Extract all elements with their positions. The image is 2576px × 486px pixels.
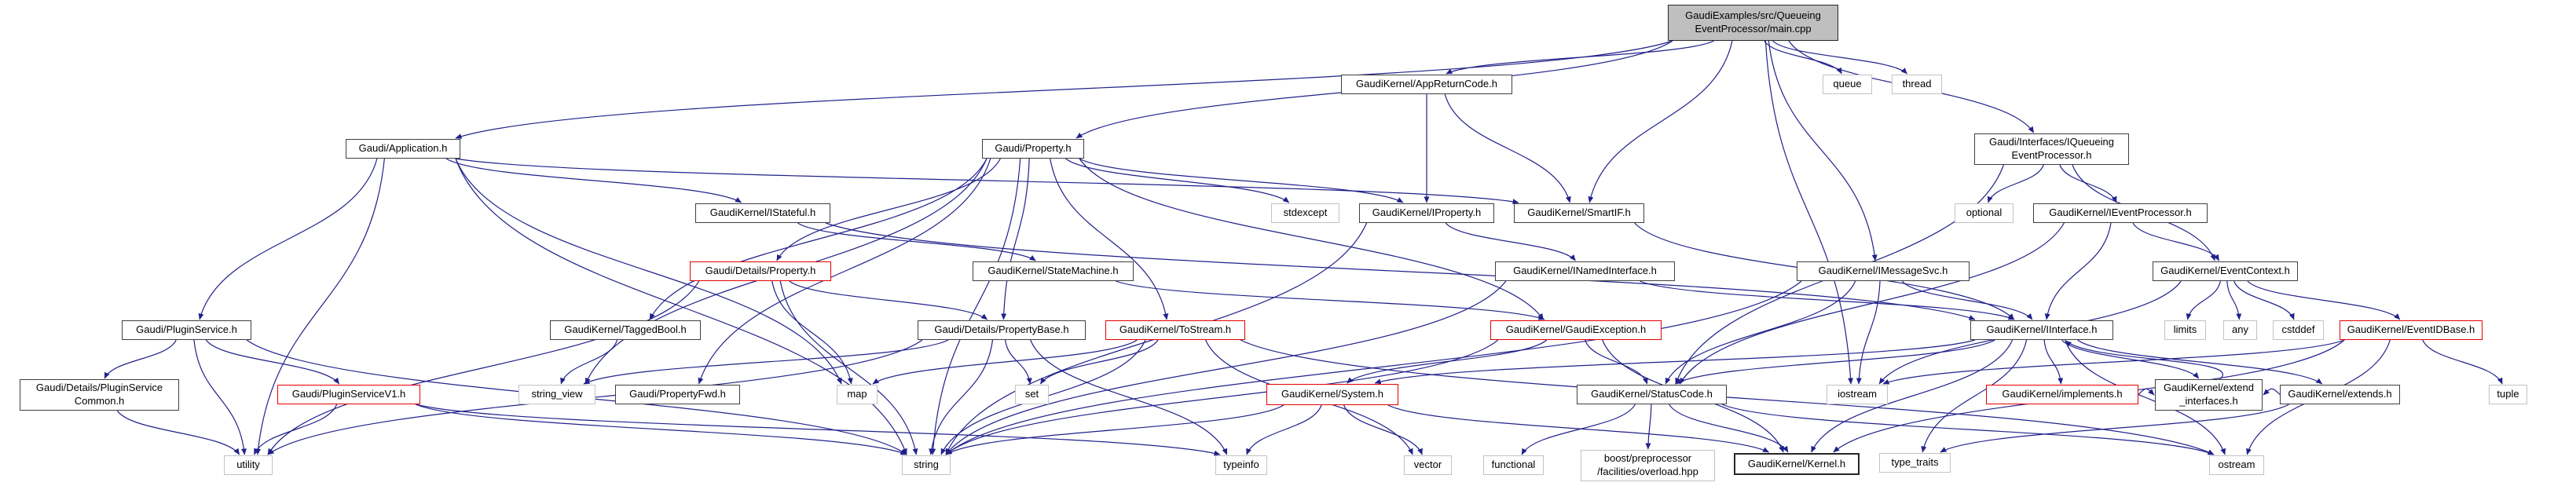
include-edge-eventcontext-to-eventidbase: [2248, 281, 2400, 320]
graph-node-label: string: [914, 459, 939, 471]
graph-node-label: GaudiKernel/Kernel.h: [1747, 457, 1846, 470]
graph-node-inamedinterface[interactable]: [1495, 261, 1675, 281]
graph-node-thread[interactable]: [1892, 75, 1942, 94]
graph-node-cstddef[interactable]: [2273, 320, 2324, 340]
graph-node-propertyfwd[interactable]: [615, 385, 740, 404]
graph-node-label: /facilities/overload.hpp: [1597, 466, 1698, 477]
graph-node-iinterface[interactable]: [1970, 320, 2113, 340]
graph-node-extends[interactable]: [2280, 385, 2400, 404]
graph-node-label: GaudiKernel/SmartIF.h: [1527, 206, 1631, 219]
include-edge-statuscode-to-boost_overload: [1648, 404, 1651, 449]
graph-node-stdexcept[interactable]: [1271, 203, 1339, 223]
graph-node-label: GaudiKernel/extends.h: [2288, 388, 2392, 400]
include-edge-eventidbase-to-iostream: [1883, 340, 2344, 384]
graph-node-functional[interactable]: [1483, 455, 1544, 475]
graph-node-pluginservicev1[interactable]: [277, 385, 420, 404]
graph-node-label: GaudiKernel/EventIDBase.h: [2347, 323, 2475, 336]
graph-node-label: boost/preprocessor: [1603, 452, 1692, 465]
include-edge-extends-to-type_traits: [1940, 404, 2289, 452]
graph-node-label: Gaudi/PluginServiceV1.h: [291, 388, 406, 400]
graph-node-label: GaudiKernel/EventContext.h: [2160, 265, 2290, 277]
graph-node-pluginservicecommon[interactable]: [20, 379, 179, 411]
graph-node-label: GaudiKernel/extend: [2164, 382, 2254, 394]
include-edge-application-to-smartif: [456, 159, 1519, 203]
graph-node-any[interactable]: [2223, 320, 2257, 340]
graph-node-implements[interactable]: [1986, 385, 2138, 404]
graph-node-imessagesvc[interactable]: [1797, 261, 1970, 281]
include-edge-main-to-smartif: [1589, 41, 1732, 203]
graph-node-iqueueing[interactable]: [1974, 133, 2129, 165]
graph-node-limits[interactable]: [2164, 320, 2206, 340]
graph-node-label: GaudiKernel/StatusCode.h: [1591, 388, 1713, 400]
graph-node-taggedbool[interactable]: [550, 320, 701, 340]
graph-node-ostream[interactable]: [2209, 455, 2264, 475]
include-edge-iinterface-to-statuscode: [1675, 340, 1995, 384]
include-edge-pluginservice-to-pluginservicev1: [206, 340, 339, 384]
include-edge-iproperty-to-inamedinterface: [1446, 223, 1575, 261]
graph-node-iproperty[interactable]: [1359, 203, 1494, 223]
graph-node-gaudiexception[interactable]: [1490, 320, 1662, 340]
graph-node-smartif[interactable]: [1514, 203, 1644, 223]
graph-node-boost-overload[interactable]: [1581, 450, 1715, 481]
include-edge-property-to-propertybase: [1003, 159, 1029, 320]
include-edge-statemachine-to-gaudiexception: [1116, 281, 1545, 320]
graph-node-details-property[interactable]: [690, 261, 831, 281]
include-edge-iinterface-to-implements: [2044, 340, 2061, 384]
include-edge-appreturncode-to-smartif: [1445, 94, 1570, 203]
include-edge-propertybase-to-string_view: [584, 340, 948, 384]
include-edge-main-to-appreturncode: [1446, 41, 1714, 74]
graph-node-label: GaudiKernel/StateMachine.h: [988, 265, 1119, 277]
graph-node-statemachine[interactable]: [973, 261, 1134, 281]
graph-node-statuscode[interactable]: [1577, 385, 1727, 404]
graph-node-label: Gaudi/PropertyFwd.h: [629, 388, 726, 400]
graph-node-label: Gaudi/Details/PluginService: [35, 382, 163, 394]
include-edge-application-to-utility: [258, 159, 385, 455]
include-edge-ieventprocessor-to-eventcontext: [2133, 223, 2219, 261]
include-edge-system-to-kernel: [1388, 405, 1769, 452]
graph-node-istateful[interactable]: [695, 203, 830, 223]
graph-node-label: Gaudi/Details/PropertyBase.h: [934, 323, 1069, 336]
graph-node-label: queue: [1833, 78, 1862, 90]
include-edge-imessagesvc-to-iostream: [1859, 281, 1880, 384]
graph-node-iostream[interactable]: [1827, 385, 1888, 404]
include-edge-iinterface-to-extend_interfaces: [2062, 340, 2199, 378]
graph-node-label: Common.h: [74, 395, 125, 407]
graph-node-property[interactable]: [982, 139, 1084, 159]
include-edge-iqueueing-to-optional: [1988, 165, 2044, 203]
graph-node-label: Gaudi/Application.h: [358, 142, 448, 155]
graph-node-tostream[interactable]: [1105, 320, 1245, 340]
include-edge-application-to-istateful: [446, 159, 742, 203]
include-edge-eventcontext-to-cstddef: [2234, 281, 2294, 320]
graph-node-label: GaudiKernel/System.h: [1281, 388, 1384, 400]
graph-node-label: set: [1024, 388, 1039, 400]
include-edge-property-to-taggedbool: [650, 159, 987, 320]
graph-node-label: functional: [1491, 459, 1536, 471]
graph-node-label: vector: [1413, 459, 1442, 471]
graph-node-ieventprocessor[interactable]: [2033, 203, 2208, 223]
graph-node-label: Gaudi/Interfaces/IQueueing: [1989, 136, 2114, 148]
include-edge-propertybase-to-typeinfo: [1031, 340, 1227, 455]
include-edge-eventcontext-to-limits: [2188, 281, 2221, 320]
graph-node-typeinfo[interactable]: [1215, 455, 1267, 475]
graph-node-label: map: [847, 388, 867, 400]
include-edge-statuscode-to-ostream: [1722, 404, 2214, 455]
graph-node-label: cstddef: [2281, 323, 2315, 336]
include-edge-property-to-string: [933, 159, 1021, 455]
graph-node-propertybase[interactable]: [918, 320, 1086, 340]
graph-node-label: Gaudi/Details/Property.h: [705, 265, 816, 277]
graph-node-label: GaudiKernel/TaggedBool.h: [564, 323, 687, 336]
include-edge-details_property-to-map: [772, 281, 852, 384]
graph-node-queue[interactable]: [1823, 75, 1872, 94]
graph-node-label: limits: [2173, 323, 2197, 336]
include-edge-propertybase-to-string: [931, 340, 993, 455]
graph-node-utility[interactable]: [224, 455, 273, 475]
include-edge-iinterface-to-system: [1375, 340, 1975, 383]
include-edge-property-to-iproperty: [1079, 159, 1403, 203]
include-edge-application-to-pluginservice: [200, 159, 377, 320]
graph-node-map[interactable]: [837, 385, 878, 404]
include-edge-application-to-string: [456, 159, 907, 455]
graph-node-label: ostream: [2218, 459, 2255, 471]
graph-node-label: thread: [1902, 78, 1932, 90]
graph-node-type-traits[interactable]: [1879, 453, 1951, 473]
graph-node-label: GaudiKernel/GaudiException.h: [1505, 323, 1647, 336]
graph-node-label: typeinfo: [1223, 459, 1259, 471]
graph-node-label: Gaudi/Property.h: [995, 142, 1072, 155]
graph-node-pluginservice[interactable]: [122, 320, 251, 340]
include-edge-pluginservicev1-to-utility: [255, 404, 337, 455]
graph-node-eventcontext[interactable]: [2153, 261, 2298, 281]
include-edge-pluginservicev1-to-typeinfo: [416, 404, 1220, 455]
graph-node-extend-interfaces[interactable]: [2155, 379, 2263, 411]
graph-node-label: GaudiKernel/AppReturnCode.h: [1356, 78, 1497, 90]
graph-node-label: utility: [236, 459, 260, 471]
graph-node-appreturncode[interactable]: [1341, 75, 1512, 94]
include-edge-system-to-typeinfo: [1247, 405, 1321, 455]
include-edge-pluginservice-to-pluginservicecommon: [104, 340, 176, 378]
graph-node-label: GaudiKernel/ToStream.h: [1119, 323, 1232, 336]
graph-node-label: stdexcept: [1283, 206, 1328, 219]
graph-node-label: GaudiKernel/IEventProcessor.h: [2049, 206, 2192, 219]
graph-node-label: Gaudi/PluginService.h: [136, 323, 237, 336]
include-edge-main-to-queue: [1764, 41, 1841, 74]
graph-node-main[interactable]: [1668, 5, 1838, 41]
include-edge-extends-to-extend_interfaces: [2263, 389, 2280, 395]
include-edge-istateful-to-statemachine: [797, 223, 1035, 261]
graph-node-string[interactable]: [902, 455, 951, 475]
graph-node-optional[interactable]: [1955, 203, 2014, 223]
graph-node-label: GaudiKernel/IMessageSvc.h: [1818, 265, 1948, 277]
graph-node-label: any: [2232, 323, 2248, 336]
graph-node-label: GaudiKernel/INamedInterface.h: [1513, 265, 1657, 277]
graph-node-vector[interactable]: [1404, 455, 1452, 475]
include-edge-details_property-to-utility: [268, 281, 699, 455]
include-edge-pluginservicecommon-to-utility: [117, 411, 239, 455]
include-edge-gaudiexception-to-statuscode: [1585, 340, 1647, 384]
graph-node-label: optional: [1966, 206, 2003, 219]
graph-node-label: type_traits: [1891, 456, 1939, 469]
graph-node-application[interactable]: [346, 139, 460, 159]
include-edge-iqueueing-to-ieventprocessor: [2060, 165, 2116, 203]
graph-node-kernel[interactable]: [1734, 453, 1860, 475]
graph-node-tuple[interactable]: [2489, 385, 2527, 404]
graph-node-label: _interfaces.h: [2179, 395, 2238, 407]
graph-node-system[interactable]: [1266, 384, 1398, 405]
include-edge-statuscode-to-functional: [1522, 404, 1635, 455]
graph-node-label: GaudiExamples/src/Queueing: [1685, 9, 1821, 22]
graph-node-label: GaudiKernel/implements.h: [2002, 388, 2123, 400]
graph-node-label: iostream: [1838, 388, 1877, 400]
include-edge-details_property-to-propertybase: [790, 281, 988, 320]
graph-node-set[interactable]: [1015, 385, 1049, 404]
graph-node-label: GaudiKernel/IProperty.h: [1372, 206, 1482, 219]
include-edge-statuscode-to-kernel: [1669, 404, 1788, 452]
graph-node-string-view[interactable]: [518, 385, 595, 404]
include-edge-system-to-vector: [1344, 405, 1423, 455]
graph-node-label: EventProcessor.h: [2011, 149, 2092, 161]
graph-node-label: GaudiKernel/IStateful.h: [709, 206, 816, 219]
graph-node-label: EventProcessor/main.cpp: [1695, 23, 1812, 35]
graph-node-eventidbase[interactable]: [2340, 320, 2483, 340]
graph-node-label: tuple: [2497, 388, 2519, 400]
include-edge-property-to-gaudiexception: [1079, 159, 1544, 320]
graph-node-label: GaudiKernel/IInterface.h: [1986, 323, 2098, 336]
include-edge-eventidbase-to-tuple: [2423, 340, 2502, 384]
graph-node-label: string_view: [531, 388, 583, 400]
include-edge-ieventprocessor-to-iinterface: [2047, 223, 2111, 320]
